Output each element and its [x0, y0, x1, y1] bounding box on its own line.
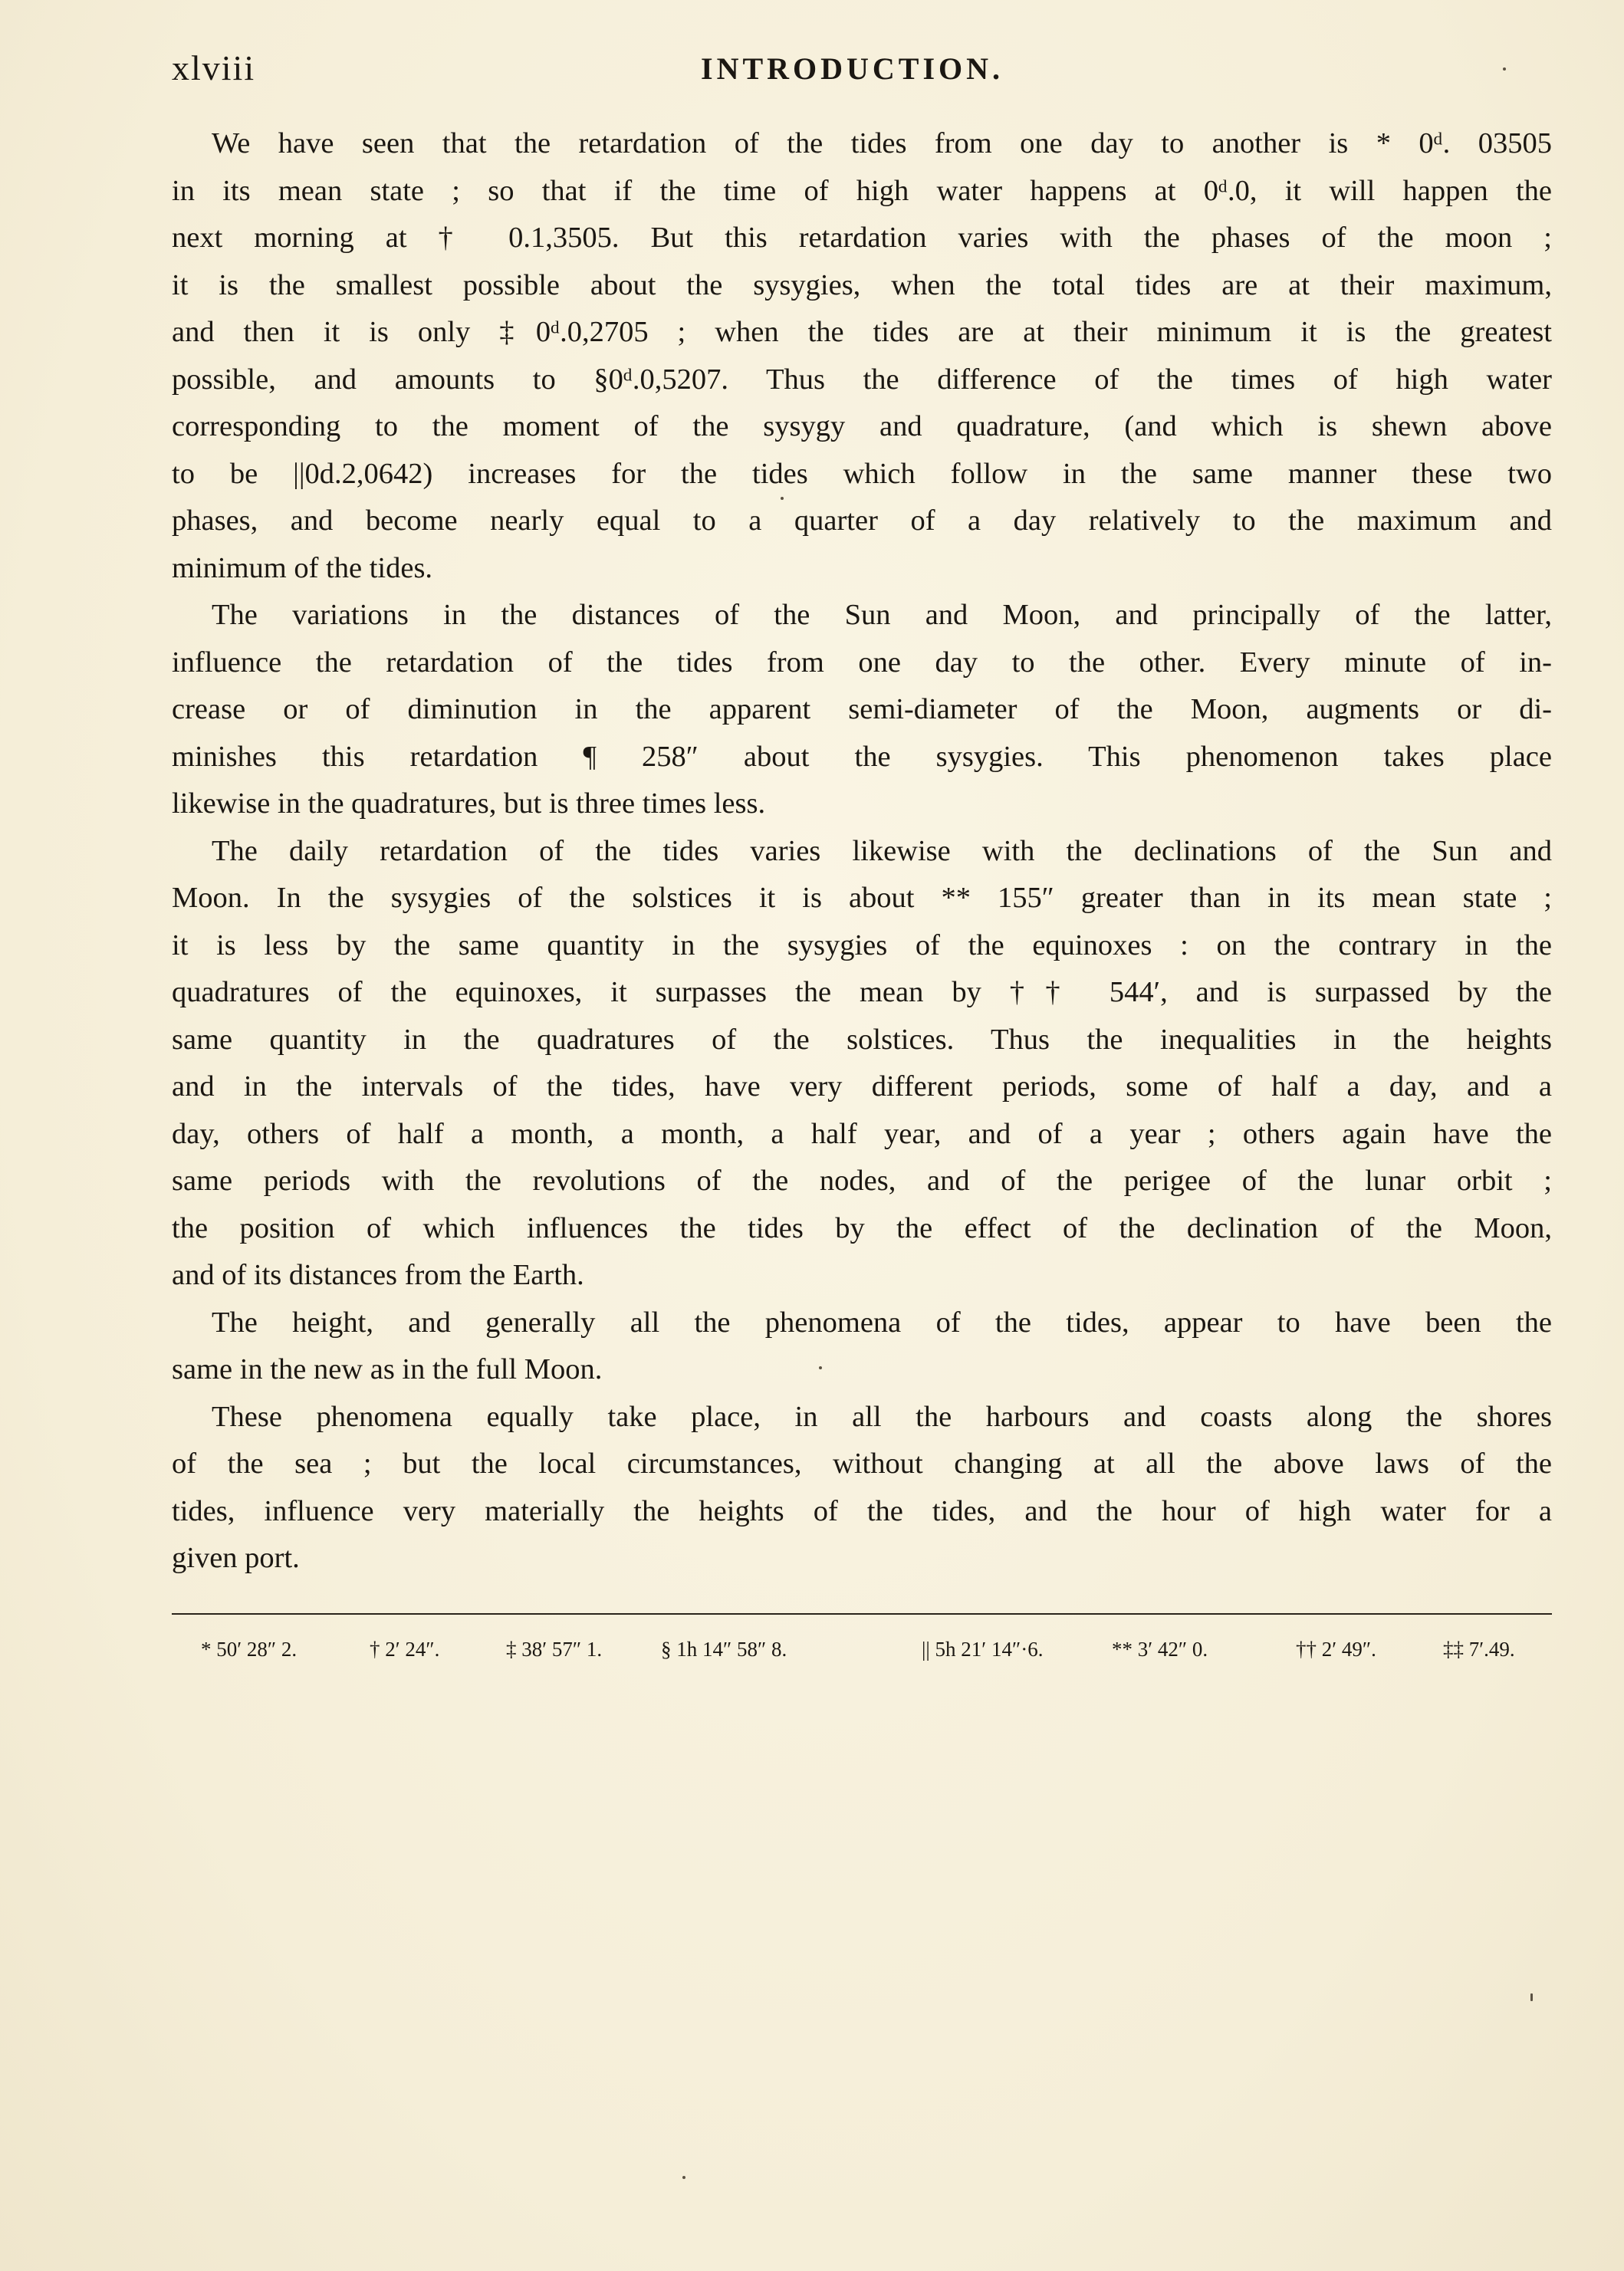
text-line: it is less by the same quantity in the sysygies of the equinoxes : on the contrary in the: [172, 928, 1552, 961]
text-line: influence the retardation of the tides from one day to the other. Every minute of in-: [172, 646, 1552, 679]
text-line: and then it is only ‡0ᵈ.0,2705 ; when the tides are at their minimum it is the greatest: [172, 316, 1552, 348]
print-speck: [682, 2176, 685, 2179]
footnote: § 1h 14″ 58″ 8.: [661, 1638, 787, 1661]
text-line: We have seen that the retardation of the tides from one day to another is * 0ᵈ. 03505: [212, 127, 1552, 159]
text-line: These phenomena equally take place, in all the harbours and coasts along the shores: [212, 1400, 1552, 1433]
text-line: same periods with the revolutions of the nodes, and of the perigee of the lunar orbit ;: [172, 1165, 1552, 1197]
text-line: next morning at † 0.1,3505. But this retardation varies with the phases of the moon ;: [172, 222, 1552, 254]
text-line: minimum of the tides.: [172, 551, 433, 584]
text-line: same quantity in the quadratures of the solstices. Thus the inequalities in the heights: [172, 1023, 1552, 1056]
text-line: phases, and become nearly equal to a quarter of a day relatively to the maximum and: [172, 504, 1552, 537]
footnote: † 2′ 24″.: [370, 1638, 440, 1661]
text-line: in its mean state ; so that if the time of high water happens at 0ᵈ.0, it will happen the: [172, 174, 1552, 207]
text-line: tides, influence very materially the heights of the tides, and the hour of high water for a: [172, 1494, 1552, 1527]
page-header: [172, 48, 1552, 101]
text-line: The height, and generally all the phenomena of the tides, appear to have been the: [212, 1306, 1552, 1339]
text-line: the position of which influences the tides by the effect of the declination of the Moon,: [172, 1211, 1552, 1244]
running-title: INTRODUCTION.: [701, 51, 1004, 86]
text-line: crease or of diminution in the apparent semi-diameter of the Moon, augments or di-: [172, 693, 1552, 725]
text-line: same in the new as in the full Moon.: [172, 1353, 603, 1385]
text-line: to be ||0d.2,0642) increases for the tides which follow in the same manner these two: [172, 457, 1552, 490]
text-line: likewise in the quadratures, but is three times less.: [172, 787, 766, 820]
text-line: corresponding to the moment of the sysygy and quadrature, (and which is shewn above: [172, 410, 1552, 442]
text-line: of the sea ; but the local circumstances, without changing at all the above laws of the: [172, 1448, 1552, 1480]
footnotes: [201, 1638, 1558, 1676]
text-line: and of its distances from the Earth.: [172, 1259, 584, 1291]
text-line: given port.: [172, 1542, 300, 1574]
footnote: ** 3′ 42″ 0.: [1112, 1638, 1208, 1661]
text-line: Moon. In the sysygies of the solstices it is about ** 155″ greater than in its mean state ;: [172, 882, 1552, 914]
text-line: The daily retardation of the tides varies likewise with the declinations of the Sun and: [212, 834, 1552, 867]
footnote: †† 2′ 49″.: [1296, 1638, 1376, 1661]
print-speck: [1530, 1993, 1533, 2001]
text-line: day, others of half a month, a month, a half year, and of a year ; others again have the: [172, 1117, 1552, 1150]
body-text: [172, 120, 1552, 1582]
page-number: xlviii: [172, 48, 256, 87]
text-line: and in the intervals of the tides, have very different periods, some of half a day, and a: [172, 1070, 1552, 1103]
print-speck: [1503, 67, 1506, 71]
print-speck: [781, 497, 784, 500]
footnote: ‡‡ 7′.49.: [1443, 1638, 1515, 1661]
text-line: quadratures of the equinoxes, it surpasses the mean by †† 544′, and is surpassed by the: [172, 976, 1552, 1008]
footnote: * 50′ 28″ 2.: [201, 1638, 298, 1661]
text-line: possible, and amounts to §0ᵈ.0,5207. Thus the difference of the times of high water: [172, 363, 1552, 396]
print-speck: [819, 1366, 822, 1369]
footnote: ‡ 38′ 57″ 1.: [506, 1638, 603, 1661]
text-line: minishes this retardation ¶ 258″ about the sysygies. This phenomenon takes place: [172, 740, 1552, 773]
text-line: it is the smallest possible about the sysygies, when the total tides are at their maximum,: [172, 268, 1552, 301]
footnote-divider: [172, 1613, 1552, 1615]
text-line: The variations in the distances of the Sun and Moon, and principally of the latter,: [212, 599, 1552, 631]
footnote: || 5h 21′ 14″·6.: [922, 1638, 1044, 1661]
